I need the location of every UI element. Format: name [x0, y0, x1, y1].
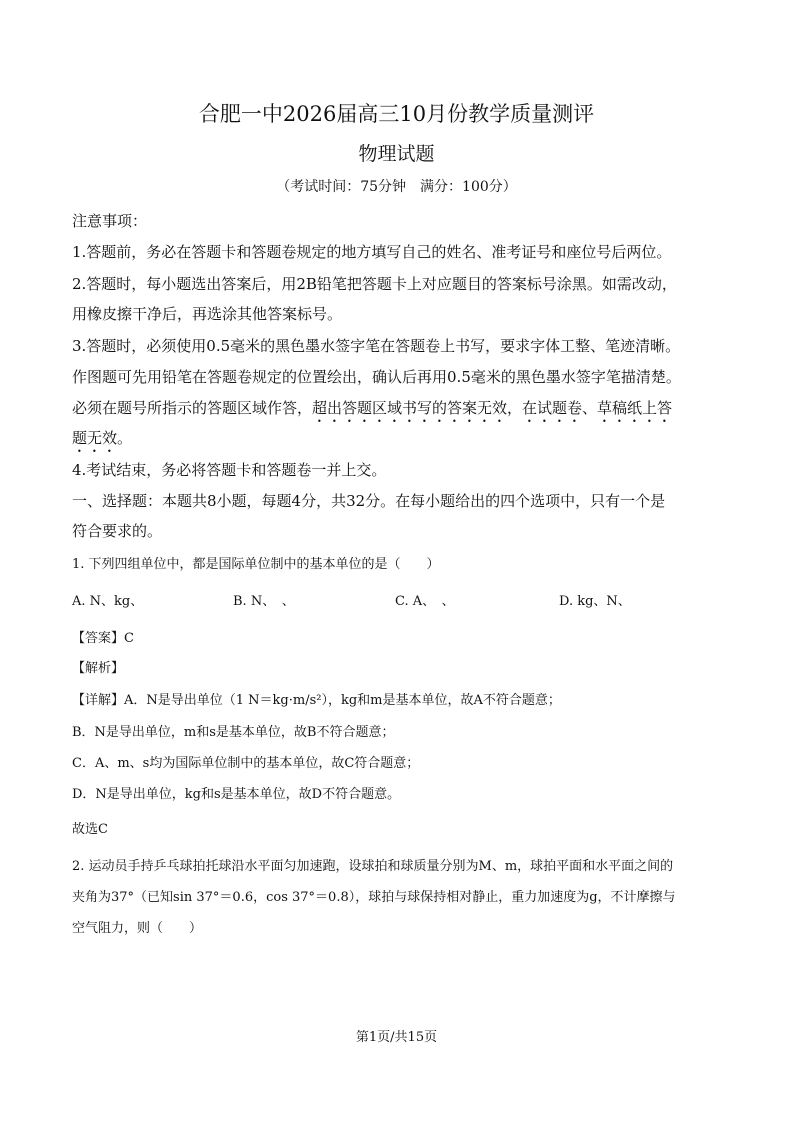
section-heading-line-2: 符合要求的。	[72, 522, 163, 540]
question-1-conclusion: 故选C	[72, 822, 108, 837]
emphasized-text: 超出答题区域书写的答案无效	[312, 399, 508, 417]
notice-heading: 注意事项：	[72, 212, 148, 230]
notice-item-3-line-2: 作图题可先用铅笔在答题卷规定的位置绘出，确认后再用0.5毫米的黑色墨水签字笔描清楚。	[72, 368, 681, 386]
subject-title: 物理试题	[358, 143, 435, 165]
exam-info: （考试时间：75分钟 满分：100分）	[276, 179, 517, 195]
question-1-detail-a: 【详解】A．N是导出单位（1 N＝kg·m/s²），kg和m是基本单位，故A不符合题意；	[72, 693, 561, 708]
notice-item-2-line-2: 用橡皮擦干净后，再选涂其他答案标号。	[72, 305, 343, 323]
question-1-options	[72, 590, 722, 610]
notice-item-1: 1.答题前，务必在答题卡和答题卷规定的地方填写自己的姓名、准考证号和座位号后两位。	[72, 243, 672, 261]
question-1-detail-d: D．N是导出单位，kg和s是基本单位，故D不符合题意。	[72, 787, 401, 802]
notice-item-3-line-1: 3.答题时，必须使用0.5毫米的黑色墨水签字笔在答题卷上书写，要求字体工整、笔迹清晰。	[72, 337, 681, 355]
notice-item-3-line-3	[72, 397, 672, 426]
option-b: B. N、 、	[233, 594, 295, 609]
notice-text: ，	[507, 399, 523, 417]
question-1-detail-b: B．N是导出单位，m和s是基本单位，故B不符合题意；	[72, 725, 395, 740]
question-1-analysis-label: 【解析】	[72, 661, 125, 676]
exam-title: 合肥一中2026届高三10月份教学质量测评	[198, 102, 595, 126]
question-2-line-3: 空气阻力，则（ ）	[72, 921, 203, 936]
question-1-answer: 【答案】C	[72, 631, 134, 646]
notice-text: 。	[117, 429, 133, 447]
emphasized-text: 在试题卷、草稿纸上答	[522, 399, 673, 417]
option-d: D. kg、N、	[559, 594, 631, 609]
question-1-stem: 1. 下列四组单位中，都是国际单位制中的基本单位的是（ ）	[72, 557, 440, 572]
question-1-detail-c: C．A、m、s均为国际单位制中的基本单位，故C符合题意；	[72, 756, 420, 771]
option-a: A. N、kg、	[72, 594, 144, 609]
notice-item-4: 4.考试结束，务必将答题卡和答题卷一并上交。	[72, 461, 387, 479]
emphasized-text: 题无效	[72, 429, 118, 447]
option-c: C. A、 、	[395, 594, 455, 609]
notice-text: 必须在题号所指示的答题区域作答，	[72, 399, 313, 417]
section-heading-line-1: 一、选择题：本题共8小题，每题4分，共32分。在每小题给出的四个选项中，只有一个是	[72, 492, 666, 510]
question-2-line-1: 2. 运动员手持乒乓球拍托球沿水平面匀加速跑，设球拍和球质量分别为M、m，球拍平面和水平面之间的	[72, 859, 674, 874]
question-2-line-2: 夹角为37°（已知sin 37°＝0.6，cos 37°＝0.8），球拍与球保持相对静止，重力加速度为g，不计摩擦与	[72, 890, 676, 905]
notice-item-3-line-4	[72, 427, 132, 456]
notice-item-2-line-1: 2.答题时，每小题选出答案后，用2B铅笔把答题卡上对应题目的答案标号涂黑。如需改动，	[72, 275, 677, 293]
page-number: 第1页/共15页	[355, 1030, 438, 1045]
